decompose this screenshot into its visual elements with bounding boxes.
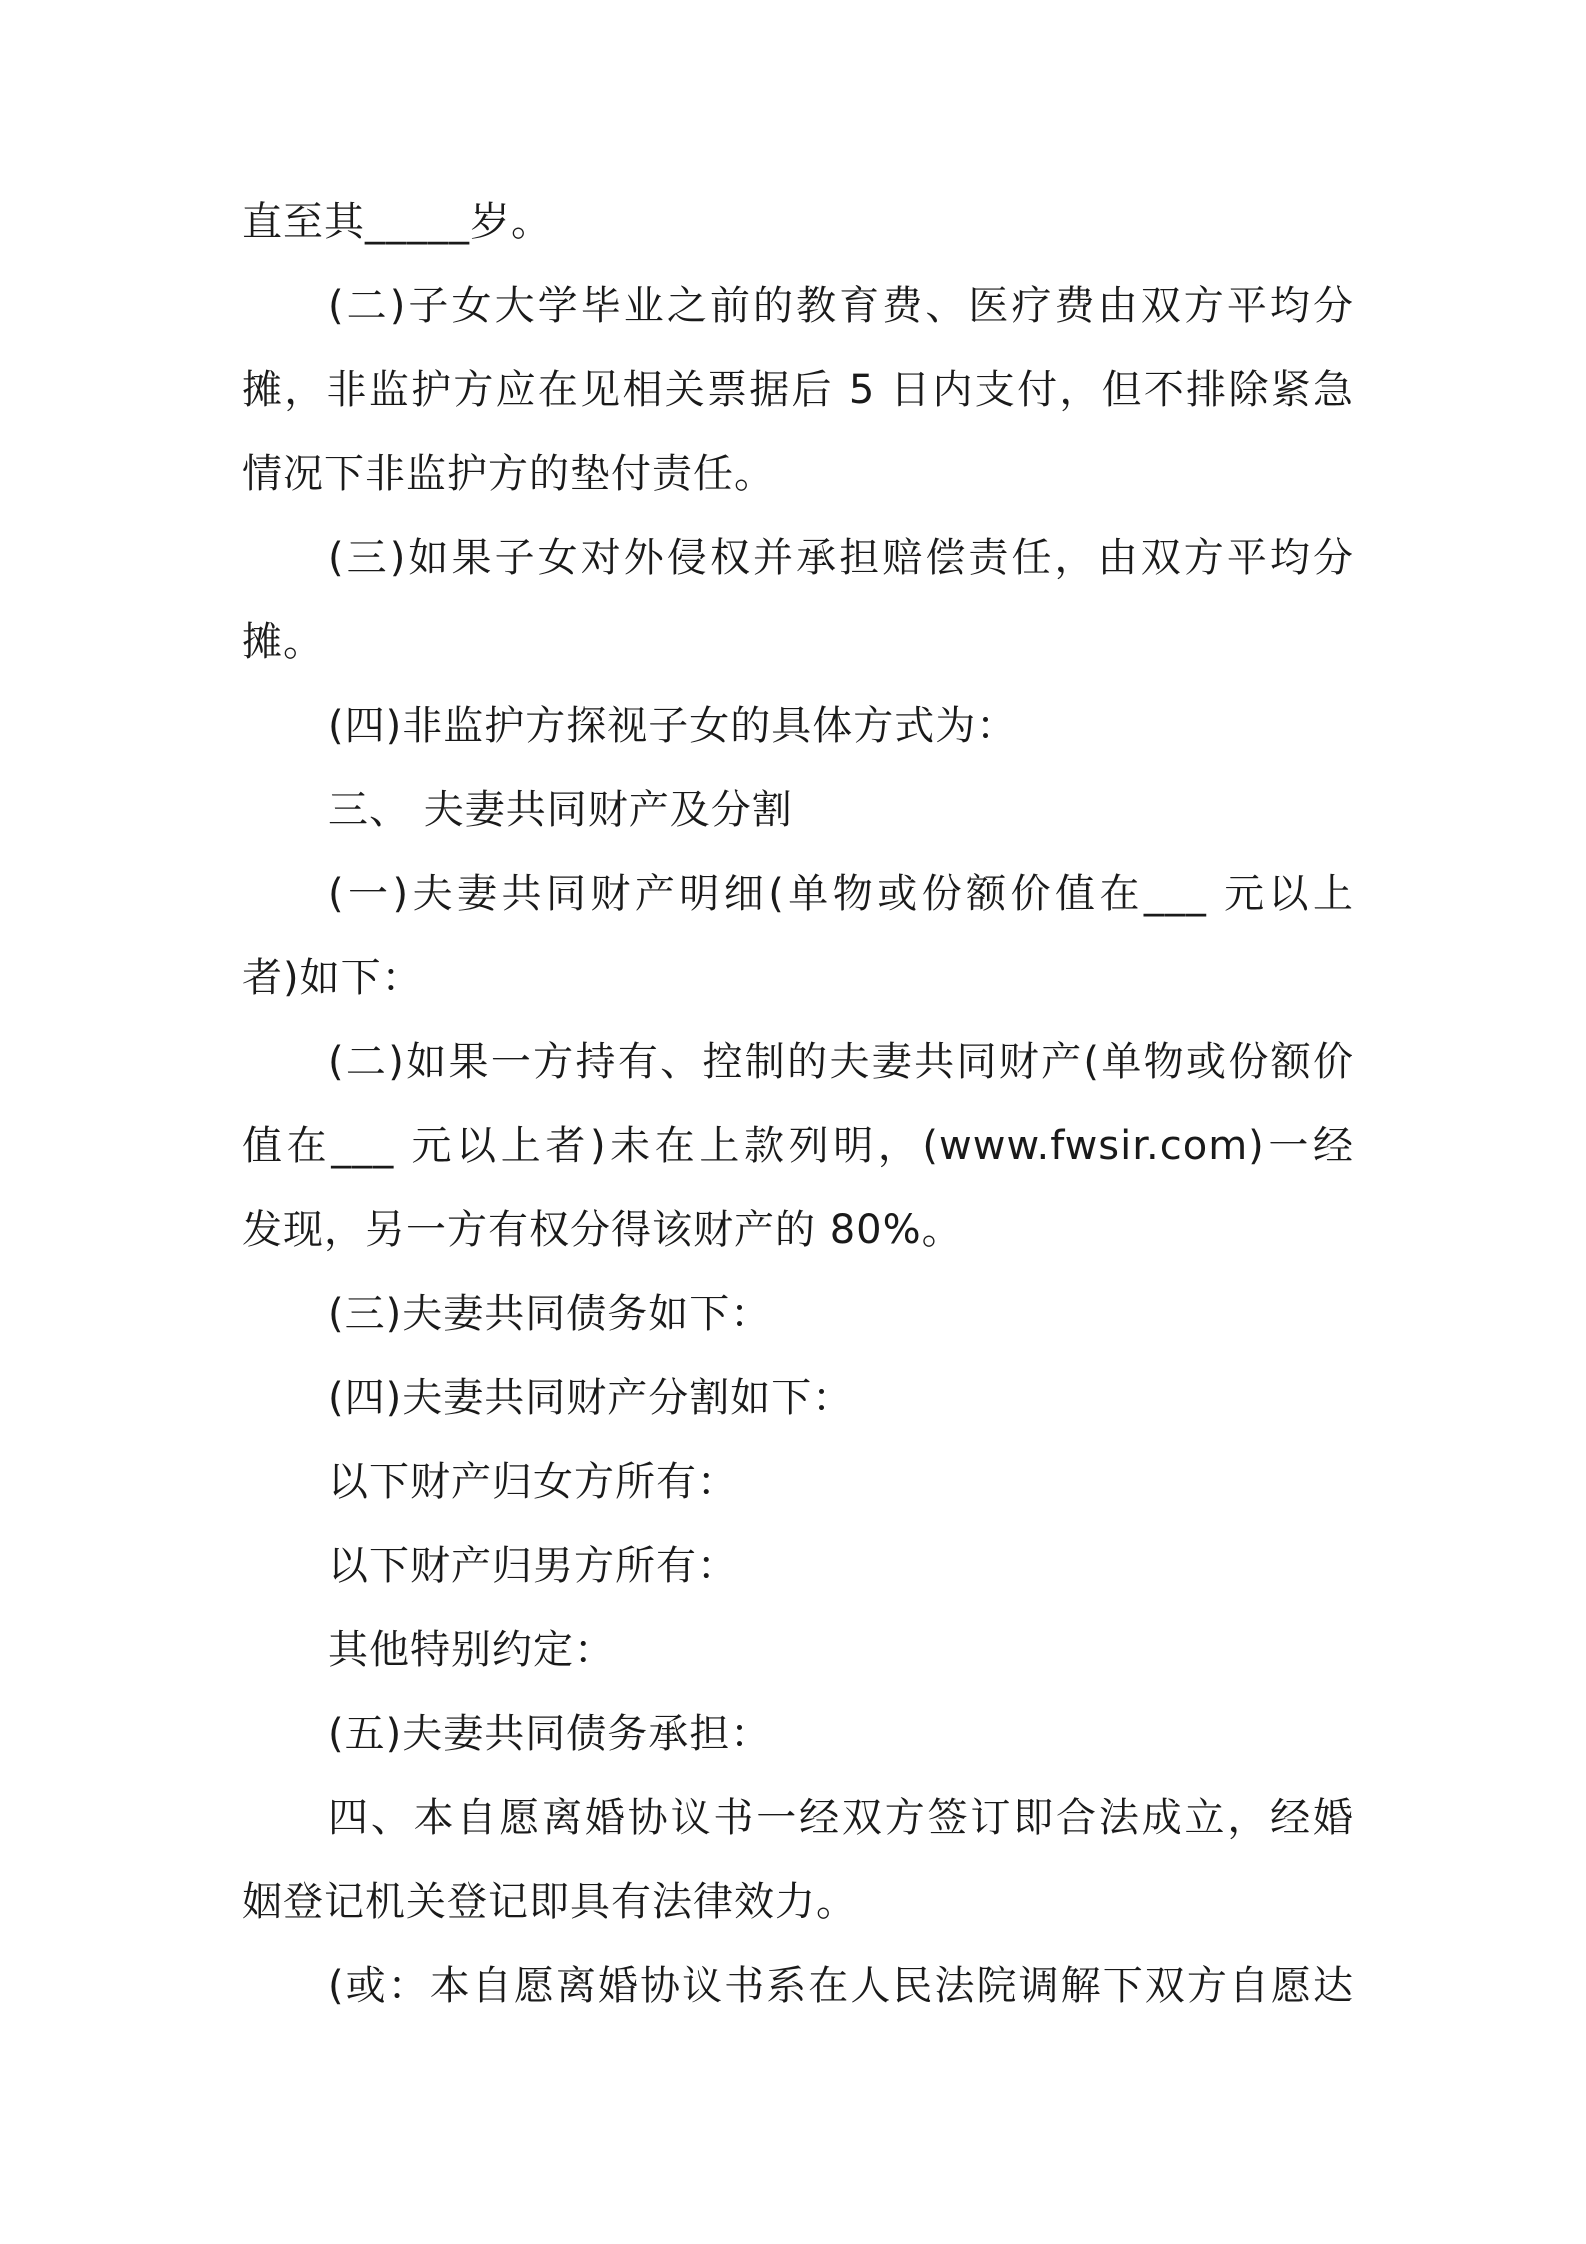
text-line: (三)如果子女对外侵权并承担赔偿责任，由双方平均分 [328,535,1354,581]
text-line: 以下财产归女方所有： [328,1459,738,1505]
text-line: 其他特别约定： [328,1627,615,1673]
section-heading: 三、 夫妻共同财产及分割 [328,787,793,833]
text-line: 者)如下： [242,955,423,1001]
text-line: (或：本自愿离婚协议书系在人民法院调解下双方自愿达 [328,1963,1354,2009]
text-line: 值在___ 元以上者)未在上款列明，(www.fwsir.com)一经 [242,1123,1354,1169]
text-line: 摊。 [242,619,324,665]
text-line: (四)夫妻共同财产分割如下： [328,1375,854,1421]
text-line: (一)夫妻共同财产明细(单物或份额价值在___ 元以上 [328,871,1354,917]
text-line: 直至其_____岁。 [242,199,552,245]
text-line: 摊，非监护方应在见相关票据后 5 日内支付，但不排除紧急 [242,367,1354,413]
text-line: (二)子女大学毕业之前的教育费、医疗费由双方平均分 [328,283,1354,329]
text-line: 姻登记机关登记即具有法律效力。 [242,1879,857,1925]
text-line: 情况下非监护方的垫付责任。 [242,451,775,497]
text-line: (四)非监护方探视子女的具体方式为： [328,703,1018,749]
text-line: 以下财产归男方所有： [328,1543,738,1589]
text-line: (三)夫妻共同债务如下： [328,1291,772,1337]
section-heading: 四、本自愿离婚协议书一经双方签订即合法成立，经婚 [328,1795,1354,1841]
text-line: 发现，另一方有权分得该财产的 80%。 [242,1207,963,1253]
text-line: (二)如果一方持有、控制的夫妻共同财产(单物或份额价 [328,1039,1354,1085]
text-line: (五)夫妻共同债务承担： [328,1711,772,1757]
